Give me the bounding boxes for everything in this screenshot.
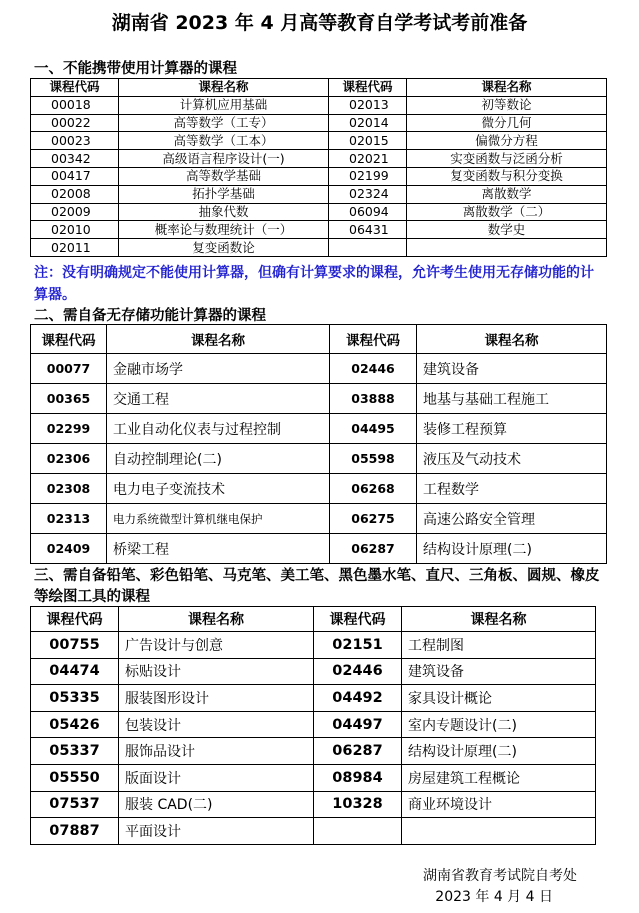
section2-table (30, 324, 607, 564)
course-code-cell: 04492 (314, 685, 402, 712)
table-row (31, 444, 607, 474)
course-name-cell: 装修工程预算 (417, 414, 607, 444)
course-code-cell: 04495 (330, 414, 417, 444)
course-name-cell: 包装设计 (119, 711, 314, 738)
signature-org: 湖南省教育考试院自考处 (423, 868, 577, 884)
course-name-cell: 偏微分方程 (407, 132, 607, 150)
table-row (31, 685, 596, 712)
course-code-cell: 02015 (329, 132, 407, 150)
course-name-cell: 概率论与数理统计（一） (119, 221, 329, 239)
course-code-cell: 03888 (330, 384, 417, 414)
table-row (31, 414, 607, 444)
course-code-cell: 00755 (31, 632, 119, 659)
section1-table (30, 78, 607, 257)
table-row (31, 791, 596, 818)
table-row (31, 96, 607, 114)
course-code-cell: 06094 (329, 203, 407, 221)
course-name-cell: 工业自动化仪表与过程控制 (107, 414, 330, 444)
signature-date: 2023 年 4 月 4 日 (435, 889, 553, 905)
header-name: 课程名称 (407, 79, 607, 97)
course-name-cell: 房屋建筑工程概论 (402, 764, 596, 791)
course-name-cell: 拓扑学基础 (119, 185, 329, 203)
course-name-cell: 桥梁工程 (107, 534, 330, 564)
course-name-cell: 高等数学（工本） (119, 132, 329, 150)
header-code: 课程代码 (31, 79, 119, 97)
course-name-cell: 复变函数与积分变换 (407, 167, 607, 185)
course-code-cell: 06275 (330, 504, 417, 534)
course-code-cell: 00342 (31, 150, 119, 168)
table-row (31, 354, 607, 384)
course-name-cell: 数学史 (407, 221, 607, 239)
course-code-cell: 00018 (31, 96, 119, 114)
course-code-cell: 04474 (31, 658, 119, 685)
course-code-cell: 00417 (31, 167, 119, 185)
section3-heading: 三、需自备铅笔、彩色铅笔、马克笔、美工笔、黑色墨水笔、直尺、三角板、圆规、橡皮等绘图工具的课程 (34, 568, 600, 605)
table-row (31, 504, 607, 534)
course-code-cell: 02151 (314, 632, 402, 659)
course-name-cell: 金融市场学 (107, 354, 330, 384)
table-row (31, 239, 607, 257)
header-code: 课程代码 (314, 607, 402, 632)
course-code-cell: 05598 (330, 444, 417, 474)
header-name: 课程名称 (402, 607, 596, 632)
course-code-cell: 00077 (31, 354, 107, 384)
header-code: 课程代码 (31, 325, 107, 354)
course-code-cell: 02011 (31, 239, 119, 257)
calculator-note: 注：没有明确规定不能使用计算器，但确有计算要求的课程，允许考生使用无存储功能的计算器。 (34, 265, 594, 303)
table-row (31, 114, 607, 132)
course-code-cell: 00022 (31, 114, 119, 132)
course-name-cell: 工程数学 (417, 474, 607, 504)
table-row (31, 474, 607, 504)
course-name-cell: 服饰品设计 (119, 738, 314, 765)
course-name-cell: 电力电子变流技术 (107, 474, 330, 504)
course-code-cell (329, 239, 407, 257)
course-code-cell: 05550 (31, 764, 119, 791)
course-code-cell: 07537 (31, 791, 119, 818)
table-row (31, 167, 607, 185)
course-name-cell: 计算机应用基础 (119, 96, 329, 114)
course-code-cell: 02013 (329, 96, 407, 114)
course-name-cell: 抽象代数 (119, 203, 329, 221)
course-name-cell: 实变函数与泛函分析 (407, 150, 607, 168)
course-code-cell: 02409 (31, 534, 107, 564)
table-row (31, 632, 596, 659)
course-name-cell: 离散数学（二） (407, 203, 607, 221)
course-code-cell: 06287 (330, 534, 417, 564)
course-code-cell: 02306 (31, 444, 107, 474)
table-row (31, 150, 607, 168)
course-code-cell: 06431 (329, 221, 407, 239)
header-code: 课程代码 (330, 325, 417, 354)
course-name-cell: 高速公路安全管理 (417, 504, 607, 534)
table-row (31, 764, 596, 791)
table-row (31, 534, 607, 564)
course-name-cell: 商业环境设计 (402, 791, 596, 818)
course-code-cell: 05426 (31, 711, 119, 738)
course-name-cell: 初等数论 (407, 96, 607, 114)
course-code-cell (314, 818, 402, 845)
section2-heading: 二、需自备无存储功能计算器的课程 (34, 308, 266, 324)
course-code-cell: 02021 (329, 150, 407, 168)
course-name-cell: 工程制图 (402, 632, 596, 659)
course-name-cell: 复变函数论 (119, 239, 329, 257)
course-code-cell: 05337 (31, 738, 119, 765)
course-name-cell: 结构设计原理(二) (402, 738, 596, 765)
table-row (31, 658, 596, 685)
table-header-row (31, 79, 607, 97)
table-row (31, 132, 607, 150)
course-name-cell: 高等数学基础 (119, 167, 329, 185)
course-name-cell: 结构设计原理(二) (417, 534, 607, 564)
table-row (31, 185, 607, 203)
course-name-cell (407, 239, 607, 257)
course-name-cell: 交通工程 (107, 384, 330, 414)
header-code: 课程代码 (329, 79, 407, 97)
course-name-cell: 高级语言程序设计(一) (119, 150, 329, 168)
section1-heading: 一、不能携带使用计算器的课程 (34, 61, 237, 77)
course-name-cell: 室内专题设计(二) (402, 711, 596, 738)
course-code-cell: 05335 (31, 685, 119, 712)
course-name-cell: 电力系统微型计算机继电保护 (107, 504, 330, 534)
course-code-cell: 02014 (329, 114, 407, 132)
course-name-cell: 建筑设备 (417, 354, 607, 384)
table-row (31, 738, 596, 765)
course-code-cell: 00023 (31, 132, 119, 150)
course-code-cell: 02010 (31, 221, 119, 239)
table-header-row (31, 607, 596, 632)
page-title: 湖南省 2023 年 4 月高等教育自学考试考前准备 (111, 12, 528, 34)
table-row (31, 221, 607, 239)
course-name-cell: 离散数学 (407, 185, 607, 203)
table-row (31, 203, 607, 221)
course-code-cell: 06268 (330, 474, 417, 504)
course-name-cell: 自动控制理论(二) (107, 444, 330, 474)
course-name-cell: 液压及气动技术 (417, 444, 607, 474)
course-code-cell: 02446 (314, 658, 402, 685)
course-code-cell: 07887 (31, 818, 119, 845)
course-code-cell: 02324 (329, 185, 407, 203)
course-name-cell: 服装图形设计 (119, 685, 314, 712)
course-name-cell: 建筑设备 (402, 658, 596, 685)
header-name: 课程名称 (119, 79, 329, 97)
table-row (31, 711, 596, 738)
course-code-cell: 06287 (314, 738, 402, 765)
course-name-cell: 服装 CAD(二) (119, 791, 314, 818)
course-name-cell: 高等数学（工专） (119, 114, 329, 132)
course-name-cell: 标贴设计 (119, 658, 314, 685)
course-name-cell: 平面设计 (119, 818, 314, 845)
course-code-cell: 04497 (314, 711, 402, 738)
course-name-cell: 广告设计与创意 (119, 632, 314, 659)
table-header-row (31, 325, 607, 354)
course-name-cell: 版面设计 (119, 764, 314, 791)
course-name-cell (402, 818, 596, 845)
section3-table (30, 606, 596, 845)
header-name: 课程名称 (119, 607, 314, 632)
course-code-cell: 02199 (329, 167, 407, 185)
header-code: 课程代码 (31, 607, 119, 632)
course-code-cell: 08984 (314, 764, 402, 791)
course-code-cell: 10328 (314, 791, 402, 818)
course-name-cell: 微分几何 (407, 114, 607, 132)
course-code-cell: 00365 (31, 384, 107, 414)
course-code-cell: 02299 (31, 414, 107, 444)
course-code-cell: 02009 (31, 203, 119, 221)
table-row (31, 818, 596, 845)
header-name: 课程名称 (107, 325, 330, 354)
course-name-cell: 地基与基础工程施工 (417, 384, 607, 414)
header-name: 课程名称 (417, 325, 607, 354)
course-name-cell: 家具设计概论 (402, 685, 596, 712)
course-code-cell: 02313 (31, 504, 107, 534)
table-row (31, 384, 607, 414)
course-code-cell: 02008 (31, 185, 119, 203)
course-code-cell: 02308 (31, 474, 107, 504)
course-code-cell: 02446 (330, 354, 417, 384)
